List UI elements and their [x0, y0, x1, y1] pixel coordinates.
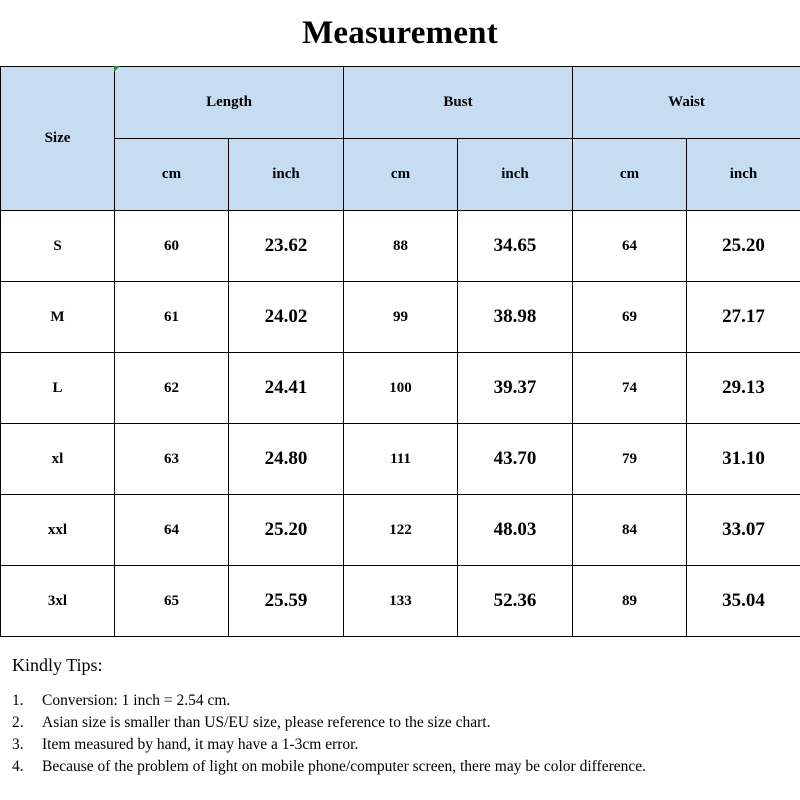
- size-header: Size: [1, 67, 115, 211]
- table-row: [1, 566, 800, 637]
- table-row: [1, 282, 800, 353]
- length-cm-cell: 65: [115, 566, 229, 637]
- waist-cm-cell: 69: [573, 282, 687, 353]
- tip-number: 4.: [12, 758, 24, 775]
- tips-title: Kindly Tips:: [12, 655, 103, 675]
- bust-cm-cell: 122: [344, 495, 458, 566]
- tip-number: 2.: [12, 714, 24, 731]
- waist-inch-cell: 27.17: [687, 282, 800, 353]
- waist-cm-cell: 89: [573, 566, 687, 637]
- size-cell: S: [1, 211, 115, 282]
- tip-text: Item measured by hand, it may have a 1-3cm error.: [42, 736, 359, 753]
- bust-inch-cell: 48.03: [458, 495, 573, 566]
- list-item: [12, 690, 792, 712]
- page-title: Measurement: [302, 14, 498, 51]
- bust-cm-cell: 133: [344, 566, 458, 637]
- bust-inch-cell: 34.65: [458, 211, 573, 282]
- unit-header: inch: [229, 139, 344, 211]
- length-inch-cell: 25.59: [229, 566, 344, 637]
- bust-cm-cell: 100: [344, 353, 458, 424]
- unit-header: inch: [687, 139, 800, 211]
- size-cell: 3xl: [1, 566, 115, 637]
- length-cm-cell: 60: [115, 211, 229, 282]
- length-inch-cell: 25.20: [229, 495, 344, 566]
- waist-inch-cell: 33.07: [687, 495, 800, 566]
- length-inch-cell: 24.41: [229, 353, 344, 424]
- waist-cm-cell: 64: [573, 211, 687, 282]
- table-row: [1, 495, 800, 566]
- unit-header: inch: [458, 139, 573, 211]
- tip-text: Conversion: 1 inch = 2.54 cm.: [42, 692, 231, 709]
- length-cm-cell: 62: [115, 353, 229, 424]
- bust-cm-cell: 99: [344, 282, 458, 353]
- kindly-tips-section: [12, 655, 792, 778]
- waist-inch-cell: 31.10: [687, 424, 800, 495]
- waist-inch-cell: 25.20: [687, 211, 800, 282]
- size-cell: M: [1, 282, 115, 353]
- length-inch-cell: 23.62: [229, 211, 344, 282]
- length-cm-cell: 63: [115, 424, 229, 495]
- unit-header: cm: [573, 139, 687, 211]
- list-item: [12, 756, 792, 778]
- tip-text: Asian size is smaller than US/EU size, please reference to the size chart.: [42, 714, 491, 731]
- length-cm-cell: 64: [115, 495, 229, 566]
- waist-header: Waist: [573, 67, 800, 139]
- bust-cm-cell: 111: [344, 424, 458, 495]
- list-item: [12, 734, 792, 756]
- bust-header: Bust: [344, 67, 573, 139]
- bust-inch-cell: 38.98: [458, 282, 573, 353]
- length-header: Length: [115, 67, 344, 139]
- unit-header: cm: [115, 139, 229, 211]
- length-cm-cell: 61: [115, 282, 229, 353]
- table-row: [1, 424, 800, 495]
- tip-number: 3.: [12, 736, 24, 753]
- bust-inch-cell: 43.70: [458, 424, 573, 495]
- size-cell: xl: [1, 424, 115, 495]
- bust-inch-cell: 39.37: [458, 353, 573, 424]
- tip-number: 1.: [12, 692, 24, 709]
- cell-comment-marker-icon: [114, 66, 120, 72]
- tips-list: [12, 690, 792, 778]
- tip-text: Because of the problem of light on mobile phone/computer screen, there may be color difference.: [42, 758, 646, 775]
- bust-cm-cell: 88: [344, 211, 458, 282]
- length-inch-cell: 24.02: [229, 282, 344, 353]
- length-inch-cell: 24.80: [229, 424, 344, 495]
- waist-inch-cell: 35.04: [687, 566, 800, 637]
- size-cell: L: [1, 353, 115, 424]
- size-chart-table: [0, 66, 800, 637]
- waist-cm-cell: 74: [573, 353, 687, 424]
- waist-cm-cell: 79: [573, 424, 687, 495]
- table-row: [1, 211, 800, 282]
- bust-inch-cell: 52.36: [458, 566, 573, 637]
- list-item: [12, 712, 792, 734]
- waist-cm-cell: 84: [573, 495, 687, 566]
- size-cell: xxl: [1, 495, 115, 566]
- unit-header: cm: [344, 139, 458, 211]
- table-row: [1, 353, 800, 424]
- waist-inch-cell: 29.13: [687, 353, 800, 424]
